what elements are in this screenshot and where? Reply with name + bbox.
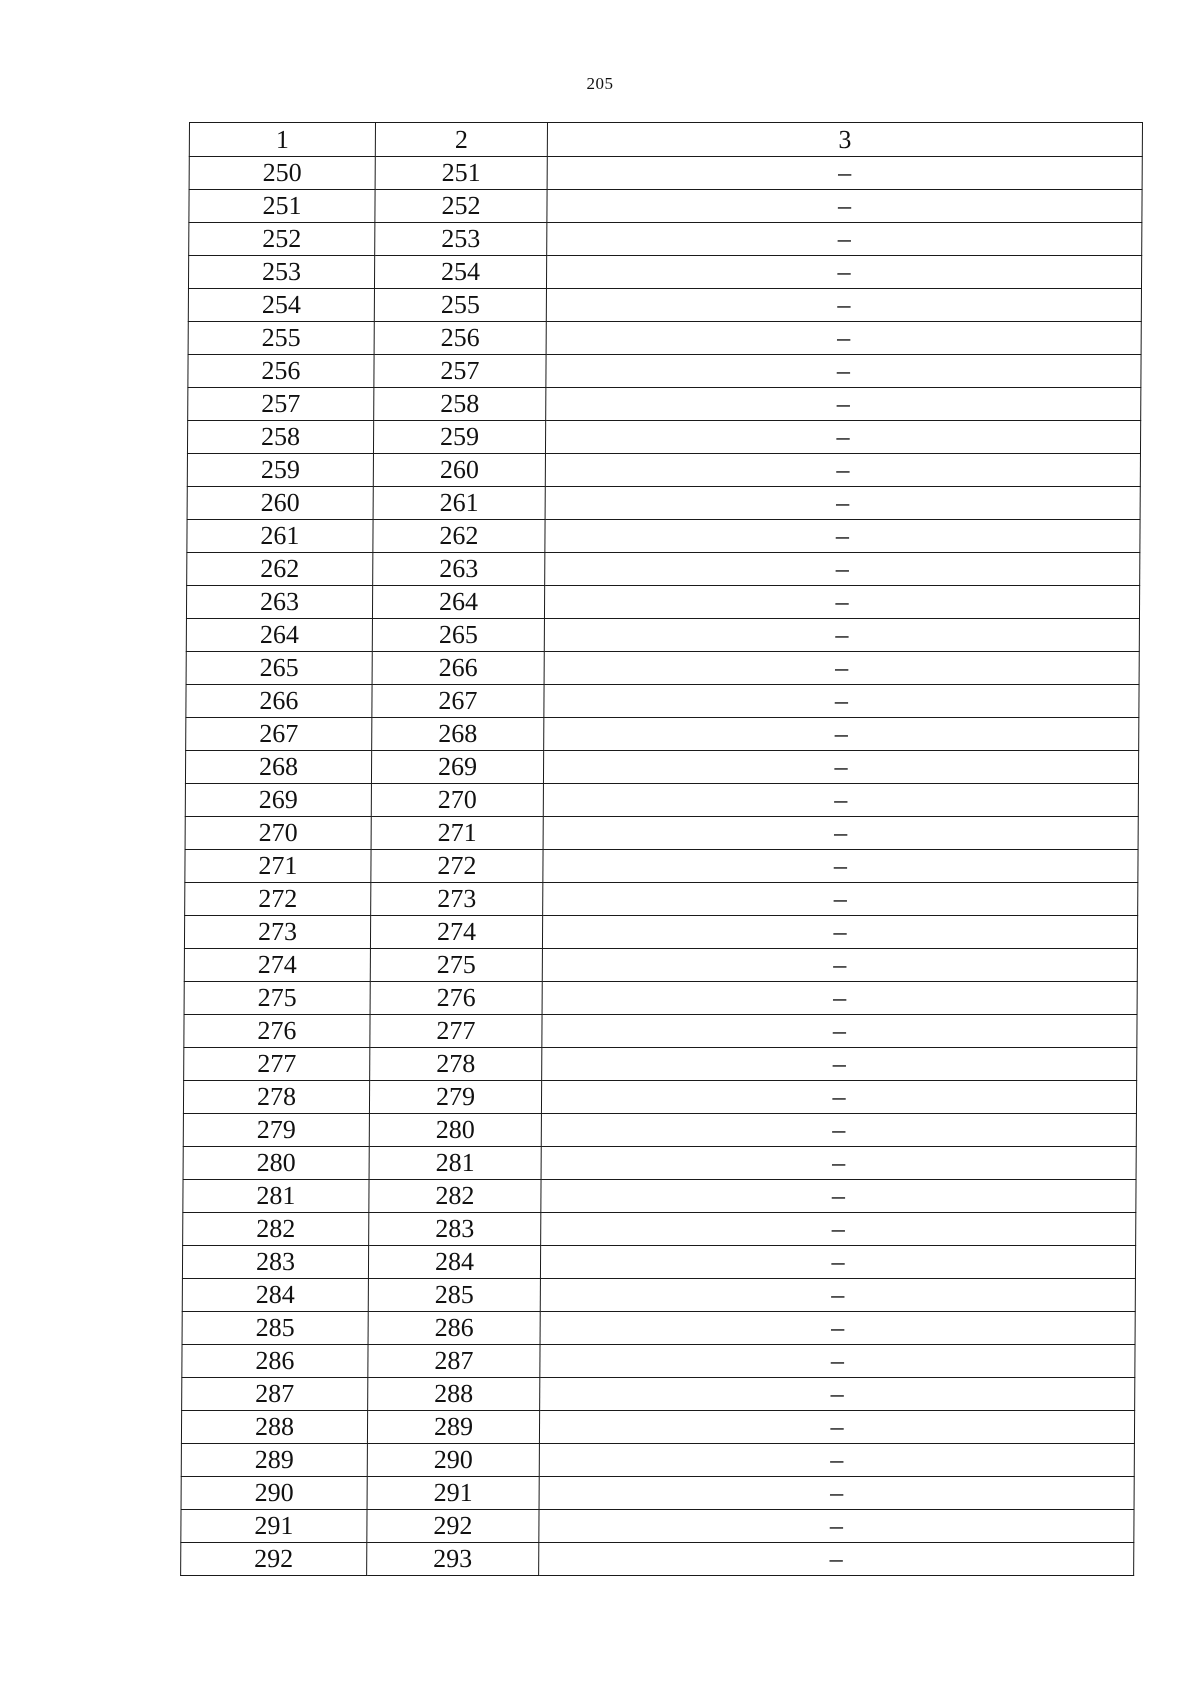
table-cell-col-1: 289 xyxy=(181,1444,367,1477)
table-cell-col-1: 254 xyxy=(188,289,374,322)
table-cell-col-2: 283 xyxy=(369,1213,541,1246)
table-cell-col-3: – xyxy=(544,652,1139,685)
table-row xyxy=(188,322,1141,355)
table-cell-col-3: – xyxy=(542,1015,1137,1048)
table-cell-col-2: 266 xyxy=(372,652,544,685)
table-cell-col-2: 285 xyxy=(368,1279,540,1312)
table-cell-col-3: – xyxy=(543,784,1138,817)
table-cell-col-2: 256 xyxy=(374,322,546,355)
table-row xyxy=(183,1147,1136,1180)
table-cell-col-3: – xyxy=(541,1114,1136,1147)
table-row xyxy=(185,850,1138,883)
table-cell-col-2: 263 xyxy=(373,553,545,586)
table-cell-col-2: 282 xyxy=(369,1180,541,1213)
table-cell-col-2: 275 xyxy=(370,949,542,982)
table-cell-col-3: – xyxy=(541,1180,1136,1213)
table-cell-col-2: 268 xyxy=(372,718,544,751)
table-cell-col-3: – xyxy=(544,685,1139,718)
table-cell-col-1: 267 xyxy=(186,718,372,751)
table-row xyxy=(183,1180,1136,1213)
column-header-2: 2 xyxy=(375,123,547,157)
table-row xyxy=(189,190,1142,223)
table-cell-col-1: 282 xyxy=(183,1213,369,1246)
table-cell-col-3: – xyxy=(542,1048,1137,1081)
table-cell-col-2: 276 xyxy=(370,982,542,1015)
table-row xyxy=(186,718,1139,751)
table-row xyxy=(187,454,1140,487)
table-cell-col-2: 264 xyxy=(372,586,544,619)
table-cell-col-3: – xyxy=(547,223,1142,256)
table-cell-col-1: 253 xyxy=(188,256,374,289)
table-cell-col-3: – xyxy=(546,322,1141,355)
table-cell-col-2: 270 xyxy=(371,784,543,817)
table-cell-col-3: – xyxy=(539,1477,1134,1510)
table-cell-col-1: 279 xyxy=(183,1114,369,1147)
table-cell-col-2: 271 xyxy=(371,817,543,850)
table-cell-col-2: 290 xyxy=(367,1444,539,1477)
table-cell-col-2: 262 xyxy=(373,520,545,553)
table-cell-col-2: 286 xyxy=(368,1312,540,1345)
table-row xyxy=(183,1081,1136,1114)
table-cell-col-3: – xyxy=(539,1510,1134,1543)
table-row xyxy=(188,256,1141,289)
table-cell-col-3: – xyxy=(545,520,1140,553)
page-number: 205 xyxy=(586,74,614,93)
table-cell-col-3: – xyxy=(545,454,1140,487)
table-cell-col-3: – xyxy=(543,751,1138,784)
table-cell-col-3: – xyxy=(545,421,1140,454)
table-cell-col-3: – xyxy=(541,1213,1136,1246)
table-cell-col-1: 273 xyxy=(184,916,370,949)
table-row xyxy=(183,1114,1136,1147)
table-cell-col-3: – xyxy=(539,1444,1134,1477)
table-cell-col-2: 269 xyxy=(371,751,543,784)
table-cell-col-2: 254 xyxy=(374,256,546,289)
table-cell-col-1: 251 xyxy=(189,190,375,223)
table-row xyxy=(185,751,1138,784)
table-row xyxy=(181,1543,1134,1576)
table-row xyxy=(182,1246,1135,1279)
table-cell-col-3: – xyxy=(539,1543,1134,1576)
table-cell-col-3: – xyxy=(546,256,1141,289)
table-cell-col-1: 261 xyxy=(187,520,373,553)
table-cell-col-2: 267 xyxy=(372,685,544,718)
table-cell-col-1: 291 xyxy=(181,1510,367,1543)
table-cell-col-2: 280 xyxy=(369,1114,541,1147)
table-cell-col-3: – xyxy=(542,916,1137,949)
table-body xyxy=(181,157,1143,1576)
table-cell-col-1: 292 xyxy=(181,1543,367,1576)
table-cell-col-1: 280 xyxy=(183,1147,369,1180)
table-cell-col-1: 284 xyxy=(182,1279,368,1312)
table-cell-col-1: 276 xyxy=(184,1015,370,1048)
table-cell-col-2: 289 xyxy=(367,1411,539,1444)
table-cell-col-2: 288 xyxy=(368,1378,540,1411)
table-cell-col-3: – xyxy=(542,949,1137,982)
table-row xyxy=(181,1510,1134,1543)
table-cell-col-1: 250 xyxy=(189,157,375,190)
table-cell-col-3: – xyxy=(542,982,1137,1015)
data-table xyxy=(180,122,1143,1576)
table-cell-col-2: 261 xyxy=(373,487,545,520)
table-cell-col-2: 252 xyxy=(375,190,547,223)
table-cell-col-2: 291 xyxy=(367,1477,539,1510)
table-cell-col-3: – xyxy=(543,883,1138,916)
table-row xyxy=(186,652,1139,685)
table-cell-col-3: – xyxy=(540,1345,1135,1378)
table-cell-col-3: – xyxy=(541,1147,1136,1180)
table-cell-col-1: 269 xyxy=(185,784,371,817)
table-cell-col-1: 264 xyxy=(186,619,372,652)
table-cell-col-3: – xyxy=(546,388,1141,421)
table-cell-col-1: 285 xyxy=(182,1312,368,1345)
table-row xyxy=(188,355,1141,388)
table-cell-col-1: 278 xyxy=(183,1081,369,1114)
table-cell-col-1: 255 xyxy=(188,322,374,355)
table-cell-col-1: 266 xyxy=(186,685,372,718)
table-row xyxy=(185,817,1138,850)
table-cell-col-3: – xyxy=(544,718,1139,751)
table-cell-col-3: – xyxy=(545,487,1140,520)
table-cell-col-1: 258 xyxy=(187,421,373,454)
table-cell-col-1: 263 xyxy=(186,586,372,619)
table-cell-col-2: 259 xyxy=(373,421,545,454)
table-cell-col-2: 265 xyxy=(372,619,544,652)
table-row xyxy=(181,1444,1134,1477)
table-cell-col-1: 270 xyxy=(185,817,371,850)
table-cell-col-3: – xyxy=(544,619,1139,652)
table-header xyxy=(189,123,1142,157)
table-cell-col-2: 274 xyxy=(370,916,542,949)
table-cell-col-1: 283 xyxy=(182,1246,368,1279)
table-cell-col-2: 258 xyxy=(374,388,546,421)
table-row xyxy=(182,1312,1135,1345)
table-cell-col-2: 293 xyxy=(367,1543,539,1576)
table-row xyxy=(187,520,1140,553)
table-cell-col-3: – xyxy=(546,289,1141,322)
table-row xyxy=(183,1213,1136,1246)
table-cell-col-2: 278 xyxy=(370,1048,542,1081)
table-cell-col-3: – xyxy=(546,355,1141,388)
table-cell-col-1: 260 xyxy=(187,487,373,520)
table-cell-col-2: 292 xyxy=(367,1510,539,1543)
table-row xyxy=(182,1345,1135,1378)
table-row xyxy=(187,421,1140,454)
table-cell-col-3: – xyxy=(543,817,1138,850)
table-row xyxy=(182,1279,1135,1312)
table-cell-col-1: 290 xyxy=(181,1477,367,1510)
table-cell-col-1: 272 xyxy=(185,883,371,916)
table-cell-col-3: – xyxy=(547,190,1142,223)
table-cell-col-2: 272 xyxy=(371,850,543,883)
table-cell-col-2: 284 xyxy=(368,1246,540,1279)
table-cell-col-3: – xyxy=(544,586,1139,619)
table-cell-col-2: 279 xyxy=(369,1081,541,1114)
table-row xyxy=(184,1048,1137,1081)
table-row xyxy=(188,289,1141,322)
table-cell-col-2: 260 xyxy=(373,454,545,487)
table-cell-col-1: 288 xyxy=(181,1411,367,1444)
table-row xyxy=(184,982,1137,1015)
column-header-3: 3 xyxy=(547,123,1142,157)
table-cell-col-2: 251 xyxy=(375,157,547,190)
table-cell-col-3: – xyxy=(540,1378,1135,1411)
table-cell-col-3: – xyxy=(540,1279,1135,1312)
table-row xyxy=(186,586,1139,619)
table-cell-col-1: 281 xyxy=(183,1180,369,1213)
table-cell-col-1: 274 xyxy=(184,949,370,982)
table-row xyxy=(184,1015,1137,1048)
table-row xyxy=(185,883,1138,916)
table-row xyxy=(184,916,1137,949)
table-cell-col-3: – xyxy=(543,850,1138,883)
table-row xyxy=(182,1378,1135,1411)
table-row xyxy=(189,223,1142,256)
table-header-row xyxy=(189,123,1142,157)
table-row xyxy=(186,685,1139,718)
table-cell-col-1: 275 xyxy=(184,982,370,1015)
table-row xyxy=(181,1477,1134,1510)
table-row xyxy=(188,388,1141,421)
table-cell-col-2: 287 xyxy=(368,1345,540,1378)
table-cell-col-3: – xyxy=(540,1312,1135,1345)
table-cell-col-1: 256 xyxy=(188,355,374,388)
table-cell-col-1: 271 xyxy=(185,850,371,883)
table-cell-col-2: 255 xyxy=(374,289,546,322)
table-cell-col-3: – xyxy=(545,553,1140,586)
table-cell-col-1: 259 xyxy=(187,454,373,487)
table-cell-col-1: 257 xyxy=(188,388,374,421)
table-cell-col-2: 273 xyxy=(371,883,543,916)
table-row xyxy=(187,487,1140,520)
table-cell-col-2: 277 xyxy=(370,1015,542,1048)
table-cell-col-1: 277 xyxy=(184,1048,370,1081)
table-row xyxy=(189,157,1142,190)
table-cell-col-2: 257 xyxy=(374,355,546,388)
table-cell-col-1: 287 xyxy=(182,1378,368,1411)
table-cell-col-3: – xyxy=(547,157,1142,190)
table-cell-col-1: 265 xyxy=(186,652,372,685)
table-cell-col-1: 262 xyxy=(187,553,373,586)
table-cell-col-3: – xyxy=(541,1081,1136,1114)
table-row xyxy=(184,949,1137,982)
table-cell-col-1: 252 xyxy=(189,223,375,256)
table-row xyxy=(187,553,1140,586)
table-row xyxy=(181,1411,1134,1444)
table-cell-col-2: 253 xyxy=(375,223,547,256)
table-row xyxy=(185,784,1138,817)
table-cell-col-3: – xyxy=(540,1246,1135,1279)
table-cell-col-3: – xyxy=(539,1411,1134,1444)
column-header-1: 1 xyxy=(189,123,375,157)
table-cell-col-1: 286 xyxy=(182,1345,368,1378)
table-cell-col-2: 281 xyxy=(369,1147,541,1180)
table-cell-col-1: 268 xyxy=(185,751,371,784)
table-row xyxy=(186,619,1139,652)
